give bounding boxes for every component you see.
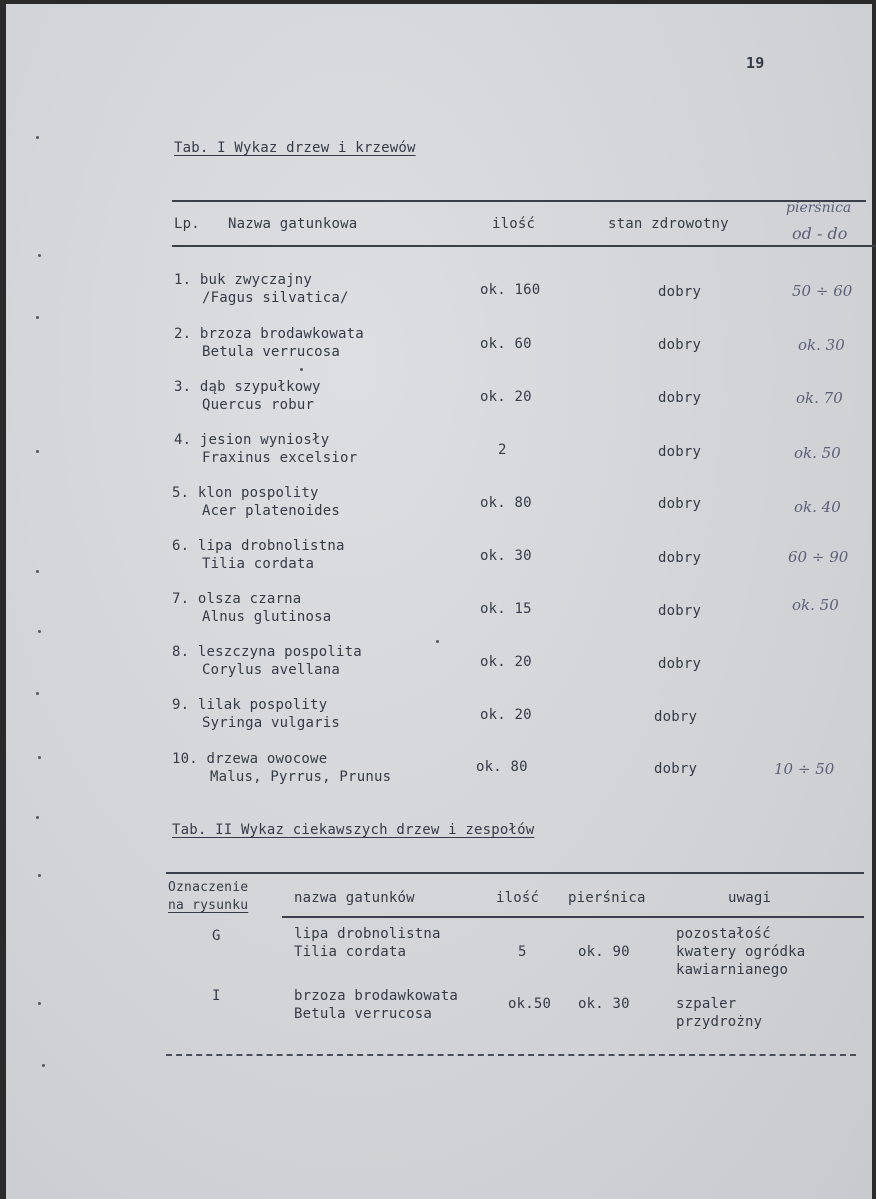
row-notes-2: kwatery ogródka xyxy=(676,944,806,960)
row-health: dobry xyxy=(654,709,698,725)
row-name-polish: 8. leszczyna pospolita xyxy=(172,644,362,660)
row-name-latin: Fraxinus excelsior xyxy=(202,450,358,466)
row-name-polish: 10. drzewa owocowe xyxy=(172,751,328,767)
row-circumference: ok. 30 xyxy=(578,996,630,1012)
row-circumference: 50 ÷ 60 xyxy=(792,282,853,300)
row-circumference: ok. 30 xyxy=(798,336,845,354)
row-mark: I xyxy=(212,988,221,1004)
row-name-polish: 5. klon pospolity xyxy=(172,485,319,501)
table1-title: Tab. I Wykaz drzew i krzewów xyxy=(174,140,416,156)
row-notes-2: przydrożny xyxy=(676,1014,763,1030)
row-health: dobry xyxy=(658,656,702,672)
row-name-latin: /Fagus silvatica/ xyxy=(202,290,349,306)
row-health: dobry xyxy=(658,444,702,460)
row-name-polish: lipa drobnolistna xyxy=(294,926,441,942)
row-qty: ok. 30 xyxy=(480,548,532,564)
row-name-polish: 7. olsza czarna xyxy=(172,591,302,607)
row-name-latin: Tilia cordata xyxy=(202,556,315,572)
row-qty: ok. 20 xyxy=(480,389,532,405)
row-qty: ok. 15 xyxy=(480,601,532,617)
row-notes-1: pozostałość xyxy=(676,926,771,942)
table2-title: Tab. II Wykaz ciekawszych drzew i zespołów xyxy=(172,822,535,838)
margin-dot xyxy=(36,450,39,453)
margin-dot xyxy=(436,640,439,643)
row-qty: ok. 80 xyxy=(476,759,528,775)
row-circumference: ok. 50 xyxy=(794,444,841,462)
table2-header-name: nazwa gatunków xyxy=(294,890,415,906)
margin-dot xyxy=(36,136,39,139)
table2-header-circumference: pierśnica xyxy=(568,890,646,906)
row-name-latin: Tilia cordata xyxy=(294,944,407,960)
table1-header-range: od - do xyxy=(792,224,848,243)
document-page xyxy=(6,4,872,1199)
row-health: dobry xyxy=(658,284,702,300)
margin-dot xyxy=(36,692,39,695)
row-health: dobry xyxy=(658,603,702,619)
row-qty: 5 xyxy=(518,944,527,960)
table2-bottom-dashed-rule xyxy=(166,1054,856,1056)
row-name-polish: 3. dąb szypułkowy xyxy=(174,379,321,395)
row-name-polish: 9. lilak pospolity xyxy=(172,697,328,713)
row-notes-1: szpaler xyxy=(676,996,737,1012)
table1-header-circumference: pierśnica xyxy=(786,200,852,216)
row-name-polish: brzoza brodawkowata xyxy=(294,988,458,1004)
row-health: dobry xyxy=(658,496,702,512)
table1-header-lp: Lp. xyxy=(174,216,200,232)
table1-top-rule xyxy=(172,200,866,202)
margin-dot xyxy=(300,368,303,371)
margin-dot xyxy=(38,254,41,257)
row-circumference: ok. 90 xyxy=(578,944,630,960)
margin-dot xyxy=(42,1064,45,1067)
margin-dot xyxy=(38,756,41,759)
row-notes-3: kawiarnianego xyxy=(676,962,789,978)
row-health: dobry xyxy=(658,550,702,566)
margin-dot xyxy=(38,1002,41,1005)
margin-dot xyxy=(36,316,39,319)
row-qty: ok. 20 xyxy=(480,707,532,723)
row-name-polish: 6. lipa drobnolistna xyxy=(172,538,345,554)
row-name-latin: Acer platenoides xyxy=(202,503,341,519)
margin-dot xyxy=(36,570,39,573)
table2-header-notes: uwagi xyxy=(728,890,772,906)
table1-header-health: stan zdrowotny xyxy=(608,216,729,232)
margin-dot xyxy=(38,630,41,633)
table2-header-mark-sub: na rysunku xyxy=(168,898,249,913)
row-circumference: 10 ÷ 50 xyxy=(774,760,835,778)
row-name-latin: Betula verrucosa xyxy=(202,344,341,360)
table2-header-mark: Oznaczenie xyxy=(168,880,249,895)
row-health: dobry xyxy=(658,390,702,406)
table1-header-qty: ilość xyxy=(492,216,536,232)
row-name-latin: Betula verrucosa xyxy=(294,1006,433,1022)
table2-header-qty: ilość xyxy=(496,890,540,906)
table2-top-rule xyxy=(166,872,864,874)
row-qty: 2 xyxy=(498,442,507,458)
row-health: dobry xyxy=(654,761,698,777)
margin-dot xyxy=(36,816,39,819)
table2-header-rule xyxy=(282,916,864,918)
row-name-latin: Corylus avellana xyxy=(202,662,341,678)
table1-header-rule xyxy=(172,245,876,247)
row-name-latin: Quercus robur xyxy=(202,397,315,413)
row-name-latin: Syringa vulgaris xyxy=(202,715,341,731)
row-circumference: 60 ÷ 90 xyxy=(788,548,849,566)
row-circumference: ok. 50 xyxy=(792,596,839,614)
row-qty: ok.50 xyxy=(508,996,552,1012)
row-name-latin: Alnus glutinosa xyxy=(202,609,332,625)
page-number: 19 xyxy=(746,54,765,72)
row-qty: ok. 80 xyxy=(480,495,532,511)
row-mark: G xyxy=(212,928,221,944)
margin-dot xyxy=(38,874,41,877)
row-health: dobry xyxy=(658,337,702,353)
row-name-polish: 1. buk zwyczajny xyxy=(174,272,313,288)
row-name-polish: 4. jesion wyniosły xyxy=(174,432,330,448)
row-qty: ok. 60 xyxy=(480,336,532,352)
row-name-latin: Malus, Pyrrus, Prunus xyxy=(210,769,392,785)
row-qty: ok. 20 xyxy=(480,654,532,670)
row-circumference: ok. 70 xyxy=(796,389,843,407)
row-qty: ok. 160 xyxy=(480,282,541,298)
table1-header-name: Nazwa gatunkowa xyxy=(228,216,358,232)
row-circumference: ok. 40 xyxy=(794,498,841,516)
row-name-polish: 2. brzoza brodawkowata xyxy=(174,326,364,342)
